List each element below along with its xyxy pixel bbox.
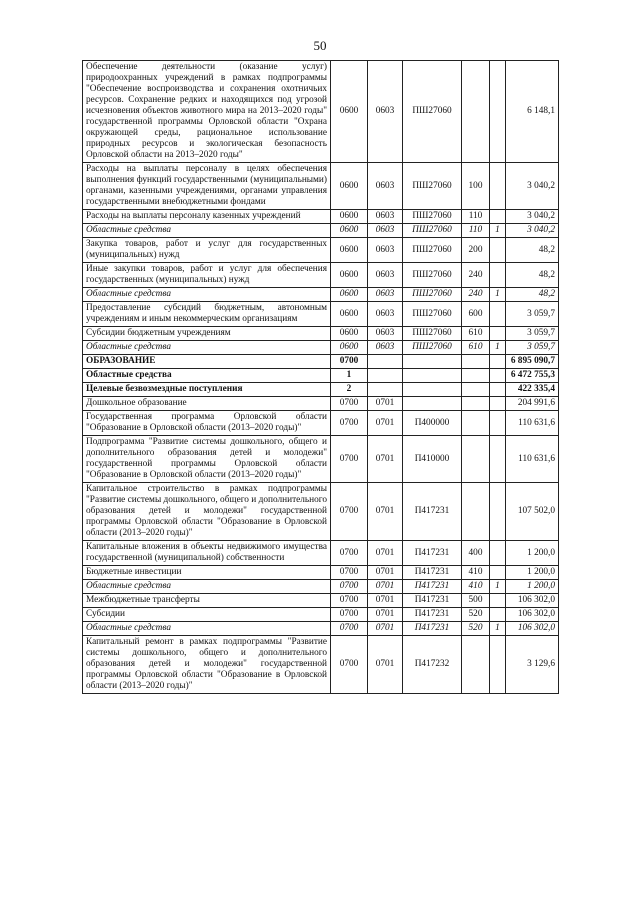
- cell-section: 0700: [331, 594, 368, 608]
- cell-amount: 6 472 755,3: [506, 369, 559, 383]
- cell-amount: 422 335,4: [506, 383, 559, 397]
- cell-target-article: П417231: [403, 608, 462, 622]
- cell-subsection: 0701: [368, 411, 403, 436]
- cell-expense-type: [462, 383, 490, 397]
- cell-name: Закупка товаров, работ и услуг для государственных (муниципальных) нужд: [83, 238, 331, 263]
- cell-amount: 106 302,0: [506, 608, 559, 622]
- table-row: [83, 541, 559, 566]
- cell-target-article: П417231: [403, 594, 462, 608]
- cell-expense-type: 100: [462, 163, 490, 210]
- cell-section: 0600: [331, 288, 368, 302]
- cell-section: 2: [331, 383, 368, 397]
- cell-funding-source: [490, 541, 506, 566]
- cell-name: Расходы на выплаты персоналу казенных учреждений: [83, 210, 331, 224]
- cell-expense-type: 610: [462, 341, 490, 355]
- cell-expense-type: 400: [462, 541, 490, 566]
- cell-expense-type: [462, 61, 490, 163]
- cell-amount: 3 040,2: [506, 210, 559, 224]
- cell-section: 0700: [331, 355, 368, 369]
- cell-funding-source: 1: [490, 224, 506, 238]
- cell-funding-source: [490, 566, 506, 580]
- cell-amount: 1 200,0: [506, 566, 559, 580]
- cell-subsection: 0701: [368, 580, 403, 594]
- cell-name: Межбюджетные трансферты: [83, 594, 331, 608]
- cell-name: Капитальный ремонт в рамках подпрограммы "Развитие системы дошкольного, общего и дополнительного образования детей и молодежи" государственной программы Орловской области "Образование в Орловской области (2013–2020 годы)": [83, 636, 331, 694]
- cell-name: Предоставление субсидий бюджетным, автономным учреждениям и иным некоммерческим организациям: [83, 302, 331, 327]
- cell-section: 0600: [331, 210, 368, 224]
- cell-amount: 48,2: [506, 263, 559, 288]
- table-row: [83, 210, 559, 224]
- cell-name: Дошкольное образование: [83, 397, 331, 411]
- cell-target-article: П410000: [403, 436, 462, 483]
- cell-funding-source: [490, 383, 506, 397]
- cell-target-article: ПШ27060: [403, 288, 462, 302]
- cell-funding-source: [490, 608, 506, 622]
- cell-funding-source: [490, 163, 506, 210]
- cell-expense-type: 520: [462, 608, 490, 622]
- cell-target-article: ПШ27060: [403, 327, 462, 341]
- cell-section: 0700: [331, 411, 368, 436]
- cell-amount: 3 059,7: [506, 302, 559, 327]
- cell-expense-type: [462, 483, 490, 541]
- cell-section: 0700: [331, 541, 368, 566]
- cell-expense-type: 610: [462, 327, 490, 341]
- table-row: [83, 411, 559, 436]
- cell-subsection: 0701: [368, 622, 403, 636]
- cell-funding-source: [490, 61, 506, 163]
- cell-funding-source: [490, 302, 506, 327]
- cell-name: Государственная программа Орловской области "Образование в Орловской области (2013–2020 годы)": [83, 411, 331, 436]
- cell-expense-type: [462, 636, 490, 694]
- cell-funding-source: 1: [490, 622, 506, 636]
- cell-section: 0600: [331, 163, 368, 210]
- cell-expense-type: 520: [462, 622, 490, 636]
- cell-subsection: 0603: [368, 163, 403, 210]
- cell-section: 0700: [331, 397, 368, 411]
- cell-section: 0600: [331, 238, 368, 263]
- cell-amount: 110 631,6: [506, 411, 559, 436]
- cell-amount: 48,2: [506, 238, 559, 263]
- cell-target-article: П417232: [403, 636, 462, 694]
- cell-name: Областные средства: [83, 622, 331, 636]
- table-row: [83, 369, 559, 383]
- cell-expense-type: 600: [462, 302, 490, 327]
- table-row: [83, 397, 559, 411]
- cell-funding-source: [490, 483, 506, 541]
- cell-expense-type: [462, 369, 490, 383]
- budget-table-body: [83, 61, 559, 694]
- cell-target-article: ПШ27060: [403, 61, 462, 163]
- cell-amount: 6 895 090,7: [506, 355, 559, 369]
- cell-target-article: П417231: [403, 566, 462, 580]
- cell-name: Областные средства: [83, 288, 331, 302]
- table-row: [83, 341, 559, 355]
- cell-target-article: ПШ27060: [403, 210, 462, 224]
- cell-expense-type: 500: [462, 594, 490, 608]
- cell-name: Областные средства: [83, 341, 331, 355]
- table-row: [83, 355, 559, 369]
- cell-section: 0600: [331, 341, 368, 355]
- cell-name: ОБРАЗОВАНИЕ: [83, 355, 331, 369]
- cell-name: Субсидии: [83, 608, 331, 622]
- cell-subsection: 0701: [368, 397, 403, 411]
- cell-subsection: 0603: [368, 238, 403, 263]
- cell-target-article: ПШ27060: [403, 238, 462, 263]
- table-row: [83, 238, 559, 263]
- cell-section: 0600: [331, 263, 368, 288]
- cell-subsection: 0603: [368, 263, 403, 288]
- cell-amount: 6 148,1: [506, 61, 559, 163]
- cell-funding-source: [490, 636, 506, 694]
- table-row: [83, 224, 559, 238]
- table-row: [83, 636, 559, 694]
- table-row: [83, 163, 559, 210]
- table-row: [83, 327, 559, 341]
- cell-subsection: 0701: [368, 594, 403, 608]
- cell-amount: 204 991,6: [506, 397, 559, 411]
- cell-expense-type: 240: [462, 288, 490, 302]
- cell-subsection: 0603: [368, 61, 403, 163]
- cell-section: 0700: [331, 436, 368, 483]
- cell-section: 0600: [331, 302, 368, 327]
- table-row: [83, 608, 559, 622]
- cell-target-article: [403, 355, 462, 369]
- cell-target-article: [403, 383, 462, 397]
- table-row: [83, 594, 559, 608]
- cell-section: 1: [331, 369, 368, 383]
- table-row: [83, 483, 559, 541]
- cell-funding-source: [490, 238, 506, 263]
- cell-section: 0700: [331, 566, 368, 580]
- cell-name: Обеспечение деятельности (оказание услуг) природоохранных учреждений в рамках подпрограммы "Обеспечение воспроизводства и сохранения охотничьих ресурсов. Сохранение редких и находящихся под угрозой исчезновения объектов животного мира на 2013–2020 годы" государственной программы Орловской области "Охрана окружающей среды, рациональное использование природных ресурсов и экологическая безопасность Орловской области на 2013–2020 годы": [83, 61, 331, 163]
- cell-funding-source: 1: [490, 580, 506, 594]
- cell-target-article: ПШ27060: [403, 224, 462, 238]
- cell-amount: 107 502,0: [506, 483, 559, 541]
- cell-section: 0700: [331, 483, 368, 541]
- table-row: [83, 580, 559, 594]
- cell-funding-source: [490, 436, 506, 483]
- cell-target-article: П400000: [403, 411, 462, 436]
- cell-name: Субсидии бюджетным учреждениям: [83, 327, 331, 341]
- table-row: [83, 566, 559, 580]
- cell-amount: 48,2: [506, 288, 559, 302]
- cell-section: 0600: [331, 61, 368, 163]
- table-row: [83, 383, 559, 397]
- cell-name: Бюджетные инвестиции: [83, 566, 331, 580]
- cell-section: 0700: [331, 580, 368, 594]
- cell-expense-type: 240: [462, 263, 490, 288]
- cell-amount: 3 040,2: [506, 224, 559, 238]
- cell-section: 0600: [331, 327, 368, 341]
- page-number: 50: [313, 38, 327, 53]
- cell-section: 0700: [331, 622, 368, 636]
- cell-subsection: 0701: [368, 566, 403, 580]
- cell-name: Областные средства: [83, 580, 331, 594]
- cell-subsection: 0603: [368, 341, 403, 355]
- cell-target-article: ПШ27060: [403, 302, 462, 327]
- cell-amount: 1 200,0: [506, 580, 559, 594]
- cell-section: 0600: [331, 224, 368, 238]
- cell-subsection: 0603: [368, 302, 403, 327]
- cell-name: Областные средства: [83, 369, 331, 383]
- cell-subsection: 0603: [368, 224, 403, 238]
- cell-target-article: [403, 397, 462, 411]
- cell-subsection: 0701: [368, 436, 403, 483]
- cell-target-article: ПШ27060: [403, 341, 462, 355]
- cell-subsection: 0701: [368, 483, 403, 541]
- cell-name: Расходы на выплаты персоналу в целях обеспечения выполнения функций государственными (муниципальными) органами, казенными учреждениями, органами управления государственными внебюджетными фондами: [83, 163, 331, 210]
- table-row: [83, 436, 559, 483]
- table-row: [83, 622, 559, 636]
- cell-funding-source: 1: [490, 341, 506, 355]
- cell-funding-source: [490, 327, 506, 341]
- cell-expense-type: 410: [462, 566, 490, 580]
- cell-amount: 3 129,6: [506, 636, 559, 694]
- cell-subsection: [368, 383, 403, 397]
- table-row: [83, 288, 559, 302]
- cell-funding-source: [490, 369, 506, 383]
- cell-target-article: П417231: [403, 483, 462, 541]
- cell-funding-source: [490, 263, 506, 288]
- cell-funding-source: [490, 397, 506, 411]
- cell-amount: 3 059,7: [506, 327, 559, 341]
- cell-section: 0700: [331, 608, 368, 622]
- cell-expense-type: [462, 355, 490, 369]
- cell-name: Капитальные вложения в объекты недвижимого имущества государственной (муниципальной) собственности: [83, 541, 331, 566]
- cell-subsection: 0701: [368, 608, 403, 622]
- cell-target-article: ПШ27060: [403, 163, 462, 210]
- cell-expense-type: 200: [462, 238, 490, 263]
- cell-amount: 110 631,6: [506, 436, 559, 483]
- cell-subsection: 0701: [368, 636, 403, 694]
- cell-funding-source: [490, 210, 506, 224]
- budget-table: [82, 60, 559, 694]
- cell-expense-type: 110: [462, 210, 490, 224]
- cell-funding-source: [490, 594, 506, 608]
- table-row: [83, 263, 559, 288]
- cell-expense-type: [462, 397, 490, 411]
- table-row: [83, 61, 559, 163]
- cell-funding-source: [490, 355, 506, 369]
- cell-name: Областные средства: [83, 224, 331, 238]
- cell-subsection: [368, 369, 403, 383]
- cell-expense-type: [462, 411, 490, 436]
- cell-subsection: 0603: [368, 210, 403, 224]
- cell-expense-type: [462, 436, 490, 483]
- cell-amount: 3 059,7: [506, 341, 559, 355]
- cell-name: Подпрограмма "Развитие системы дошкольного, общего и дополнительного образования детей и молодежи" государственной программы Орловской области "Образование в Орловской области (2013–2020 годы)": [83, 436, 331, 483]
- cell-subsection: 0603: [368, 288, 403, 302]
- cell-section: 0700: [331, 636, 368, 694]
- cell-target-article: П417231: [403, 541, 462, 566]
- cell-name: Иные закупки товаров, работ и услуг для обеспечения государственных (муниципальных) нужд: [83, 263, 331, 288]
- cell-subsection: 0701: [368, 541, 403, 566]
- table-row: [83, 302, 559, 327]
- cell-subsection: 0603: [368, 327, 403, 341]
- cell-funding-source: 1: [490, 288, 506, 302]
- cell-expense-type: 110: [462, 224, 490, 238]
- cell-name: Целевые безвозмездные поступления: [83, 383, 331, 397]
- cell-subsection: [368, 355, 403, 369]
- cell-target-article: П417231: [403, 622, 462, 636]
- cell-amount: 106 302,0: [506, 622, 559, 636]
- cell-amount: 3 040,2: [506, 163, 559, 210]
- cell-expense-type: 410: [462, 580, 490, 594]
- cell-target-article: ПШ27060: [403, 263, 462, 288]
- cell-name: Капитальное строительство в рамках подпрограммы "Развитие системы дошкольного, общего и дополнительного образования детей и молодежи" государственной программы Орловской области "Образование в Орловской области (2013–2020 годы)": [83, 483, 331, 541]
- cell-target-article: [403, 369, 462, 383]
- cell-amount: 1 200,0: [506, 541, 559, 566]
- cell-funding-source: [490, 411, 506, 436]
- cell-amount: 106 302,0: [506, 594, 559, 608]
- cell-target-article: П417231: [403, 580, 462, 594]
